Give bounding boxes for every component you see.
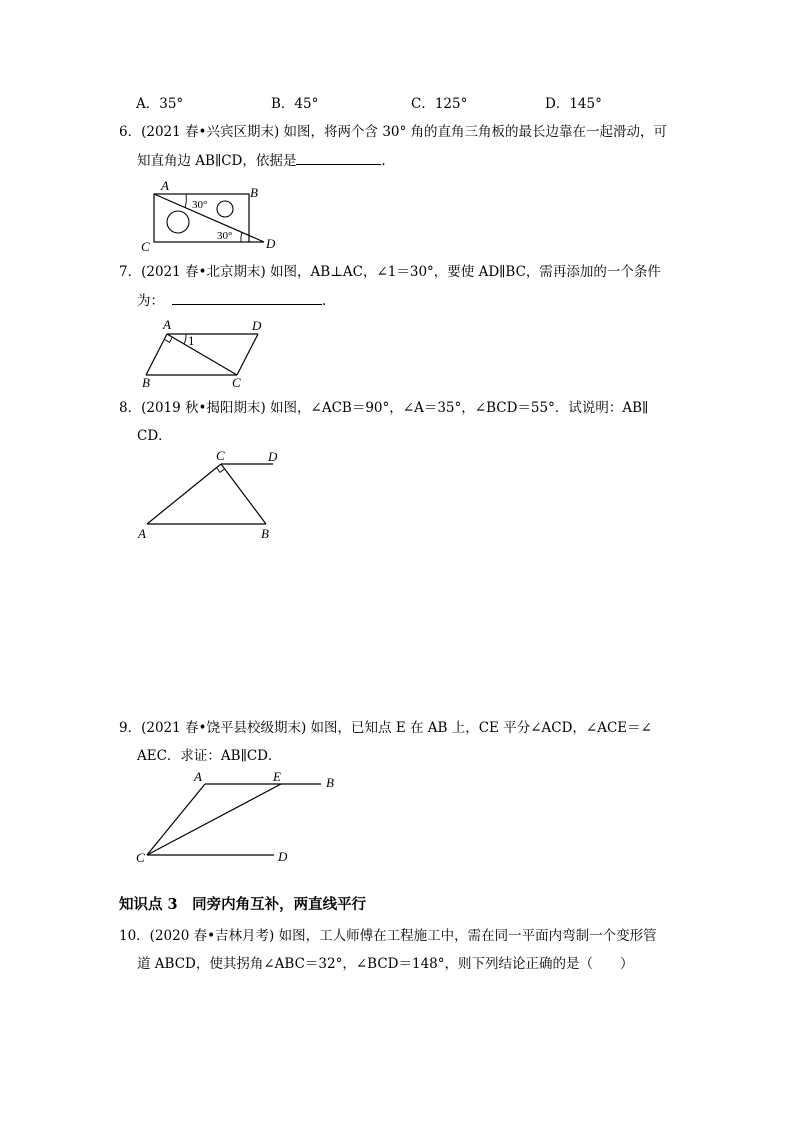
angle-label-1: 1 xyxy=(188,333,195,348)
label-d: D xyxy=(268,449,278,464)
angle-arc-top xyxy=(185,194,186,208)
label-b: B xyxy=(326,775,334,790)
segment-ce xyxy=(147,784,281,855)
label-c: C xyxy=(141,239,150,254)
option-d: D．145° xyxy=(545,96,602,112)
q6-line1: 6．(2021 春•兴宾区期末) 如图，将两个含 30° 角的直角三角板的最长边靠在一起滑动，可 xyxy=(119,124,668,140)
q7-line2 xyxy=(137,290,326,311)
angle-label-bottom: 30° xyxy=(217,230,233,242)
angle-label-top: 30° xyxy=(192,199,208,211)
answer-blank xyxy=(296,150,381,165)
segment-cb xyxy=(221,464,266,524)
segment-ac xyxy=(167,334,237,375)
label-a: A xyxy=(161,178,169,193)
q6-line2-end: . xyxy=(381,153,386,169)
circle-hole-right xyxy=(217,201,233,217)
label-a: A xyxy=(138,526,146,541)
diagonal-line xyxy=(154,194,264,242)
q7-figure xyxy=(138,318,278,390)
circle-hole-left xyxy=(167,211,189,233)
q7-line2-text: 为： xyxy=(137,293,164,309)
option-a: A．35° xyxy=(136,96,184,112)
label-d: D xyxy=(278,849,288,864)
q9-figure xyxy=(134,768,344,868)
q9-line2: AEC．求证：AB∥CD． xyxy=(137,748,282,764)
label-c: C xyxy=(232,375,241,390)
q7-line2-end: . xyxy=(322,293,327,309)
section-heading: 知识点 3 同旁内角互补，两直线平行 xyxy=(119,896,367,913)
q8-line1: 8．(2019 秋•揭阳期末) 如图，∠ACB＝90°，∠A＝35°，∠BCD＝55°．试说明：AB∥ xyxy=(119,400,649,416)
angle-arc-1 xyxy=(184,334,186,344)
label-b: B xyxy=(250,185,258,200)
q10-line1: 10．(2020 春•吉林月考) 如图，工人师傅在工程施工中，需在同一平面内弯制一个变形管 xyxy=(119,928,657,944)
q8-figure xyxy=(135,448,285,543)
label-b: B xyxy=(142,375,150,390)
q9-line1: 9．(2021 春•饶平县校级期末) 如图，已知点 E 在 AB 上，CE 平分∠ACD，∠ACE＝∠ xyxy=(119,720,652,736)
label-b: B xyxy=(261,526,269,541)
segment-ac xyxy=(147,464,221,524)
right-angle-mark xyxy=(217,468,225,473)
label-a: A xyxy=(194,769,202,784)
label-c: C xyxy=(216,448,225,463)
label-c: C xyxy=(136,850,145,865)
q8-line2: CD． xyxy=(137,428,172,444)
label-e: E xyxy=(273,769,281,784)
q6-line2 xyxy=(137,150,386,171)
q7-line1: 7．(2021 春•北京期末) 如图，AB⊥AC，∠1＝30°，要使 AD∥BC，需再添加的一个条件 xyxy=(119,264,661,280)
option-b: B．45° xyxy=(271,96,319,112)
label-a: A xyxy=(163,317,171,332)
label-d: D xyxy=(266,236,276,251)
q6-figure xyxy=(138,178,288,253)
segment-dc xyxy=(237,334,258,375)
q6-line2-text: 知直角边 AB∥CD，依据是 xyxy=(137,153,297,169)
answer-blank xyxy=(172,290,322,305)
label-d: D xyxy=(252,318,262,333)
segment-ca xyxy=(147,784,205,855)
option-c: C．125° xyxy=(411,96,468,112)
angle-arc-bottom xyxy=(241,232,242,242)
segment-ab xyxy=(146,334,167,375)
q10-line2: 道 ABCD，使其拐角∠ABC＝32°，∠BCD＝148°，则下列结论正确的是（ ） xyxy=(137,956,634,972)
